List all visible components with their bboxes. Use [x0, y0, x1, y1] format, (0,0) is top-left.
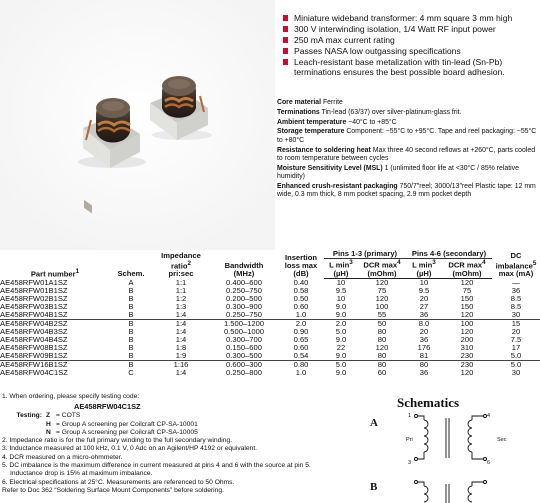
- cell-impedance-ratio: 1:2: [175, 294, 187, 304]
- cell-dcr-max-primary: 75: [377, 286, 387, 296]
- cell-insertion-loss: 0.90: [293, 327, 309, 337]
- cell-l-min-secondary: 9.5: [418, 286, 430, 296]
- cell-schematic: B: [128, 294, 134, 304]
- col-dcr-max-secondary: DCR $\max^4$ (mOhm): [442, 259, 492, 279]
- cell-part-number: AE458RFW02B1SZ: [0, 294, 68, 304]
- cell-part-number: AE458RFW08B1SZ: [0, 343, 68, 353]
- cell-part-number: AE458RFW01B1SZ: [0, 286, 68, 296]
- cell-bandwidth: 0.250–750: [226, 310, 262, 320]
- schematics-diagram: [362, 412, 540, 503]
- cell-impedance-ratio: 1:4: [175, 327, 187, 337]
- cell-dcr-max-secondary: 150: [460, 294, 474, 304]
- cell-schematic: B: [128, 302, 134, 312]
- col-group-pins-secondary: Pins 4-6 (secondary): [406, 250, 492, 259]
- cell-impedance-ratio: 1:1: [175, 286, 187, 296]
- spec-ambient-temperature: Ambient temperature −40°C to +85°C: [277, 118, 397, 126]
- cell-l-min-primary: 5.0: [324, 361, 358, 370]
- cell-impedance-ratio: 1:1: [175, 277, 187, 287]
- pri-label: Pri: [406, 437, 413, 443]
- table-body: [0, 279, 540, 378]
- table-row: [0, 320, 540, 329]
- col-schematic: Schem.: [117, 269, 145, 279]
- spec-storage-temperature: Storage temperature Component: −55°C to +95°C. Tape and reel packaging: −55°C to +80°C: [277, 128, 537, 144]
- spec-core-material: Core material Ferrite: [277, 99, 343, 106]
- table-row: [0, 361, 540, 370]
- note-5: 5. DC imbalance is the maximum difference in current measured at pins 4 and 6 with the source at pin 5.: [2, 462, 311, 470]
- cell-dcr-max-primary: 120: [375, 278, 389, 288]
- cell-bandwidth: 0.150–600: [226, 343, 262, 353]
- cell-bandwidth: 0.300–900: [226, 302, 262, 312]
- cell-l-min-primary: 9.0: [335, 368, 347, 378]
- cell-insertion-loss: 1.0: [295, 310, 307, 320]
- cell-dcr-max-secondary: 310: [460, 343, 474, 353]
- cell-l-min-secondary: 81: [419, 351, 429, 361]
- cell-bandwidth: 0.600–300: [210, 361, 278, 370]
- cell-dcr-max-secondary: 120: [460, 327, 474, 337]
- cell-dc-imbalance: 5.0: [492, 361, 540, 370]
- cell-dc-imbalance: 5.0: [510, 351, 522, 361]
- cell-part-number: AE458RFW04B3SZ: [0, 327, 68, 337]
- cell-dc-imbalance: 20: [511, 327, 521, 337]
- cell-schematic: B: [128, 343, 134, 353]
- cell-dc-imbalance: 30: [511, 310, 521, 320]
- product-photo: [0, 0, 275, 250]
- cell-dcr-max-secondary: 230: [442, 361, 492, 370]
- spec-packaging: Enhanced crush-resistant packaging 750/7″reel; 3000/13″reel Plastic tape: 12 mm wide, 0.3 mm thick, 8 mm pocket spacing, 2.9 mm pocket depth: [277, 183, 536, 199]
- note-3: 3. Inductance measured at 100 kHz, 0.1 V, 0 Adc on an Agilent/HP 4192 or equivalent.: [2, 445, 258, 453]
- note-6: 6. Electrical specifications at 25°C. Measurements are referenced to 50 Ohms.: [2, 478, 235, 486]
- cell-dcr-max-primary: 100: [375, 302, 389, 312]
- cell-l-min-primary: 5.0: [335, 327, 347, 337]
- note-5-cont: Inductance drop is 15% at maximum imbalance.: [10, 470, 153, 478]
- table-row: [0, 279, 540, 288]
- note-2: 2. Impedance ratio is for the full primary winding to the full secondary winding.: [2, 437, 233, 445]
- pin-4-label: 4: [487, 413, 491, 419]
- cell-schematic: B: [128, 310, 134, 320]
- cell-schematic: B: [128, 335, 134, 345]
- cell-insertion-loss: 0.60: [293, 343, 309, 353]
- cell-schematic: B: [110, 320, 152, 329]
- cell-dc-imbalance: 15: [492, 320, 540, 329]
- notes: [2, 393, 357, 495]
- cell-bandwidth: 0.300–500: [226, 351, 262, 361]
- cell-insertion-loss: 2.0: [278, 320, 324, 329]
- spec-msl: Moisture Sensitivity Level (MSL) 1 (unlimited floor life at <30°C / 85% relative humidity): [277, 164, 519, 181]
- cell-dcr-max-secondary: 200: [460, 335, 474, 345]
- cell-l-min-primary: 2.0: [324, 320, 358, 329]
- cell-dcr-max-primary: 80: [358, 361, 406, 370]
- cell-impedance-ratio: 1:4: [175, 310, 187, 320]
- col-bandwidth: Bandwidth (MHz): [224, 261, 264, 279]
- cell-part-number: AE458RFW04B2SZ: [0, 320, 110, 329]
- testing-codes: Testing: Z = COTS H = Group A screening per Coilcraft CP-SA-10001 N = Group A screening per Coilcraft CP-SA-10005: [2, 412, 357, 437]
- pin-1-label: 1: [408, 413, 412, 419]
- cell-insertion-loss: 0.60: [293, 302, 309, 312]
- cell-part-number: AE458RFW04B1SZ: [0, 310, 68, 320]
- schematics-title: Schematics: [397, 395, 460, 410]
- cell-bandwidth: 0.500–1000: [223, 327, 265, 337]
- table-row: [0, 328, 540, 336]
- cell-l-min-primary: 9.0: [335, 302, 347, 312]
- col-impedance-ratio: Impedance ratio$^2$ pri:sec: [161, 250, 201, 279]
- sec-label: Sec: [497, 437, 507, 443]
- cell-l-min-primary: 9.0: [335, 351, 347, 361]
- cell-impedance-ratio: 1:16: [152, 361, 210, 370]
- cell-dcr-max-secondary: 100: [442, 320, 492, 329]
- col-dcr-max-primary: DCR $\max^4$ (mOhm): [358, 259, 406, 279]
- cell-insertion-loss: 0.80: [278, 361, 324, 370]
- cell-l-min-secondary: 80: [406, 361, 442, 370]
- cell-dcr-max-secondary: 75: [462, 286, 472, 296]
- table-row: [0, 303, 540, 311]
- cell-part-number: AE458RFW01A1SZ: [0, 277, 68, 287]
- cell-l-min-secondary: 20: [419, 327, 429, 337]
- col-l-min-primary: L $\min^3$ (µH): [324, 259, 358, 279]
- feature-item: 300 V interwinding isolation, 1/4 Watt RF input power: [282, 24, 540, 34]
- cell-dcr-max-primary: 55: [377, 310, 387, 320]
- col-group-pins-primary: Pins 1-3 (primary): [324, 250, 406, 259]
- cell-impedance-ratio: 1:9: [175, 351, 187, 361]
- note-4: 4. DCR measured on a micro-ohmmeter.: [2, 453, 123, 461]
- cell-l-min-primary: 10: [336, 278, 346, 288]
- cell-dcr-max-primary: 60: [377, 368, 387, 378]
- cell-dcr-max-secondary: 120: [460, 310, 474, 320]
- cell-dcr-max-primary: 50: [358, 320, 406, 329]
- cell-impedance-ratio: 1:4: [152, 320, 210, 329]
- table-row: [0, 352, 540, 361]
- part-number-table: [0, 250, 540, 377]
- schematic-a-windings: [415, 415, 487, 461]
- cell-dcr-max-primary: 120: [375, 294, 389, 304]
- col-l-min-secondary: L $\min^3$ (µH): [406, 259, 442, 279]
- table-row: [0, 295, 540, 303]
- cell-insertion-loss: 0.58: [293, 286, 309, 296]
- cell-part-number: AE458RFW09B1SZ: [0, 351, 68, 361]
- cell-schematic: B: [128, 351, 134, 361]
- cell-dcr-max-primary: 80: [377, 335, 387, 345]
- cell-impedance-ratio: 1:4: [175, 335, 187, 345]
- cell-impedance-ratio: 1:4: [175, 368, 187, 378]
- note-1: 1. When ordering, please specify testing code:: [2, 393, 140, 400]
- cell-dc-imbalance: 8.5: [510, 302, 522, 312]
- feature-item: Miniature wideband transformer: 4 mm square 3 mm high: [282, 13, 540, 23]
- cell-l-min-secondary: 36: [419, 368, 429, 378]
- col-insertion-loss: Insertion loss max (dB): [284, 253, 318, 279]
- pin-6-label: 6: [487, 460, 491, 466]
- cell-dc-imbalance: 8.5: [510, 294, 522, 304]
- cell-insertion-loss: 1.0: [295, 368, 307, 378]
- cell-dcr-max-primary: 80: [377, 327, 387, 337]
- cell-impedance-ratio: 1:3: [175, 302, 187, 312]
- specifications: [277, 99, 539, 201]
- col-dc-imbalance: DC imbalance$^5$ max (mA): [495, 250, 537, 279]
- cell-impedance-ratio: 1:8: [175, 343, 187, 353]
- spec-soldering-heat: Resistance to soldering heat Max three 40 second reflows at +260°C, parts cooled to room temperature between cycles: [277, 146, 536, 162]
- table-row: [0, 369, 540, 377]
- feature-item: Passes NASA low outgassing specifications: [282, 46, 540, 56]
- cell-dcr-max-primary: 80: [377, 351, 387, 361]
- feature-item: 250 mA max current rating: [282, 35, 540, 45]
- table-row: [0, 287, 540, 295]
- feature-item: Leach-resistant base metalization with tin-lead (Sn-Pb) terminations ensures the best possible board adhesion.: [282, 57, 540, 78]
- cell-bandwidth: 0.250–800: [226, 368, 262, 378]
- cell-insertion-loss: 0.50: [293, 294, 309, 304]
- cell-l-min-secondary: 176: [417, 343, 431, 353]
- cell-schematic: B: [128, 286, 134, 296]
- cell-schematic: B: [128, 327, 134, 337]
- col-part-number: Part number$^1$: [30, 267, 80, 279]
- cell-dcr-max-primary: 120: [375, 343, 389, 353]
- cell-dcr-max-secondary: 120: [460, 278, 474, 288]
- cell-l-min-secondary: 8.0: [406, 320, 442, 329]
- cell-l-min-secondary: 20: [419, 294, 429, 304]
- order-code-example: AE458RFW04C1SZ: [74, 402, 141, 412]
- cell-schematic: C: [128, 368, 134, 378]
- schematic-label-b: B: [370, 481, 378, 493]
- cell-dcr-max-secondary: 150: [460, 302, 474, 312]
- cell-bandwidth: 0.200–500: [226, 294, 262, 304]
- cell-dc-imbalance: 7.5: [510, 335, 522, 345]
- cell-dc-imbalance: 30: [511, 368, 521, 378]
- table-row: [0, 344, 540, 352]
- table-row: [0, 311, 540, 320]
- cell-part-number: AE458RFW16B1SZ: [0, 361, 110, 370]
- cell-dcr-max-secondary: 120: [460, 368, 474, 378]
- cell-l-min-secondary: 27: [419, 302, 429, 312]
- cell-dc-imbalance: 17: [511, 343, 521, 353]
- cell-l-min-secondary: 36: [419, 335, 429, 345]
- schematic-label-a: A: [370, 417, 378, 429]
- cell-part-number: AE458RFW04C1SZ: [0, 368, 68, 378]
- cell-schematic: B: [110, 361, 152, 370]
- pin-3-label: 3: [408, 460, 412, 466]
- cell-l-min-secondary: 10: [419, 278, 429, 288]
- cell-l-min-secondary: 36: [419, 310, 429, 320]
- schematic-b-windings: [415, 481, 487, 503]
- cell-dcr-max-secondary: 230: [460, 351, 474, 361]
- spec-terminations: Terminations Tin-lead (63/37) over silver-platinum-glass frit.: [277, 108, 462, 116]
- note-7: Refer to Doc 362 “Soldering Surface Mount Components” before soldering.: [2, 486, 224, 494]
- cell-dc-imbalance: 36: [511, 286, 521, 296]
- cell-part-number: AE458RFW03B1SZ: [0, 302, 68, 312]
- cell-l-min-primary: 9.0: [335, 335, 347, 345]
- cell-bandwidth: 0.250–750: [226, 286, 262, 296]
- cell-l-min-primary: 10: [336, 294, 346, 304]
- cell-bandwidth: 1.500–1200: [210, 320, 278, 329]
- cell-bandwidth: 0.300–700: [226, 335, 262, 345]
- cell-insertion-loss: 0.54: [293, 351, 309, 361]
- feature-list: [282, 13, 540, 78]
- cell-insertion-loss: 0.65: [293, 335, 309, 345]
- cell-insertion-loss: 0.40: [293, 277, 309, 287]
- cell-l-min-primary: 22: [336, 343, 346, 353]
- table-row: [0, 336, 540, 344]
- cell-bandwidth: 0.400–600: [226, 277, 262, 287]
- cell-part-number: AE458RFW04B4SZ: [0, 335, 68, 345]
- cell-dc-imbalance: —: [512, 277, 520, 287]
- cell-l-min-primary: 9.0: [335, 310, 347, 320]
- cell-schematic: A: [128, 277, 134, 287]
- testing-label: Testing:: [16, 412, 42, 420]
- cell-l-min-primary: 9.5: [335, 286, 347, 296]
